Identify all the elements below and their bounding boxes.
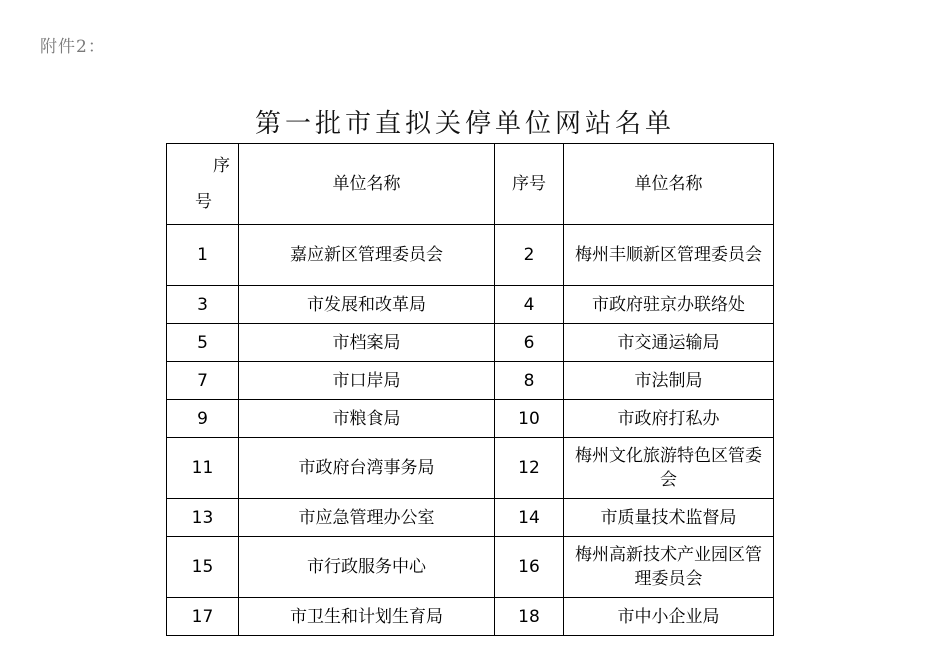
- header-name-left: 单位名称: [239, 144, 495, 225]
- unit-name-cell: 市质量技术监督局: [564, 499, 774, 537]
- seq-cell: 14: [495, 499, 564, 537]
- seq-cell: 2: [495, 225, 564, 286]
- seq-cell: 1: [167, 225, 239, 286]
- unit-name-cell: 市口岸局: [239, 362, 495, 400]
- seq-cell: 16: [495, 537, 564, 598]
- unit-name-cell: 市政府台湾事务局: [239, 438, 495, 499]
- table-row: [167, 537, 774, 598]
- table-row: [167, 225, 774, 286]
- unit-name-cell: 市交通运输局: [564, 324, 774, 362]
- seq-cell: 3: [167, 286, 239, 324]
- unit-name-cell: 梅州丰顺新区管理委员会: [564, 225, 774, 286]
- header-seq-right: 序号: [495, 144, 564, 225]
- unit-name-cell: 市法制局: [564, 362, 774, 400]
- attachment-label: 附件2：: [40, 37, 106, 57]
- unit-name-cell: 市档案局: [239, 324, 495, 362]
- unit-name-cell: 市粮食局: [239, 400, 495, 438]
- seq-cell: 15: [167, 537, 239, 598]
- unit-name-cell: 市中小企业局: [564, 598, 774, 636]
- unit-name-cell: 梅州文化旅游特色区管委会: [564, 438, 774, 499]
- table-header-row: [167, 144, 774, 225]
- seq-cell: 8: [495, 362, 564, 400]
- seq-cell: 6: [495, 324, 564, 362]
- table-row: [167, 499, 774, 537]
- unit-name-cell: 市应急管理办公室: [239, 499, 495, 537]
- page-title: 第一批市直拟关停单位网站名单: [254, 109, 675, 139]
- unit-name-cell: 市发展和改革局: [239, 286, 495, 324]
- table-row: [167, 324, 774, 362]
- header-name-right: 单位名称: [564, 144, 774, 225]
- header-seq-left-line2: 号: [195, 192, 212, 212]
- seq-cell: 17: [167, 598, 239, 636]
- table-row: [167, 598, 774, 636]
- seq-cell: 18: [495, 598, 564, 636]
- table-row: [167, 438, 774, 499]
- seq-cell: 7: [167, 362, 239, 400]
- unit-name-cell: 市卫生和计划生育局: [239, 598, 495, 636]
- header-seq-left-line1: 序: [213, 156, 230, 176]
- seq-cell: 4: [495, 286, 564, 324]
- seq-cell: 5: [167, 324, 239, 362]
- table-row: [167, 286, 774, 324]
- table-row: [167, 400, 774, 438]
- unit-name-cell: 市政府打私办: [564, 400, 774, 438]
- seq-cell: 9: [167, 400, 239, 438]
- table-row: [167, 362, 774, 400]
- seq-cell: 12: [495, 438, 564, 499]
- unit-name-cell: 嘉应新区管理委员会: [239, 225, 495, 286]
- seq-cell: 13: [167, 499, 239, 537]
- unit-name-cell: 市行政服务中心: [239, 537, 495, 598]
- header-seq-left: [167, 144, 239, 225]
- seq-cell: 10: [495, 400, 564, 438]
- unit-name-cell: 市政府驻京办联络处: [564, 286, 774, 324]
- seq-cell: 11: [167, 438, 239, 499]
- unit-website-table: [166, 143, 774, 636]
- unit-name-cell: 梅州高新技术产业园区管理委员会: [564, 537, 774, 598]
